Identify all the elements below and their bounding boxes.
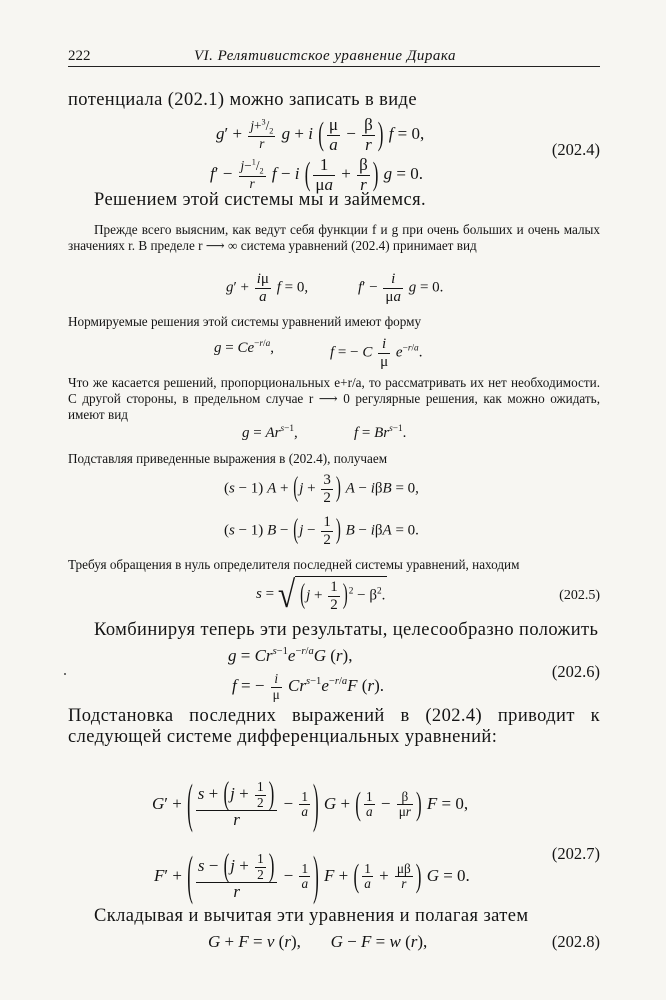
equation-normalizable-2: f = − C $\frac{i}{\mu}$ $e^{-r/a}$. [330, 336, 423, 370]
page-header [68, 44, 600, 67]
print-speck [64, 673, 66, 675]
paragraph-10: Складывая и вычитая эти уравнения и полагая затем [94, 906, 529, 926]
equation-202-7-line1: G′ + ( s + (j + $\frac{1}{2}$ ) r − $\frac{1}{a}$ ) G + ( $\frac{1}{a}$ − $\frac{\beta}{\mu r}$ ) F = 0, [152, 772, 469, 834]
book-page [68, 44, 600, 951]
equation-regular-1: $g = Ar^{s-1}$, [242, 423, 298, 441]
paragraph-4: Нормируемые решения этой системы уравнений имеют форму [68, 314, 422, 329]
equation-202-8: G + F = v (r), G − F = w (r), [208, 932, 428, 951]
paragraph-3: Прежде всего выясним, как ведут себя функции f и g при очень больших и очень малых значениях r. В пределе r ⟶ ∞ система уравнений (202.4) принимает вид [68, 222, 600, 253]
paragraph-9: Подстановка последних выражений в (202.4) приводит к следующей системе дифференциальных уравнений: [68, 706, 600, 747]
equation-regular-2: $f = Br^{s-1}$. [354, 423, 407, 441]
equation-limit-2: f′ − $\frac{i}{\mu a}$ g = 0. [358, 271, 444, 305]
paragraph-2: Решением этой системы мы и займемся. [94, 190, 427, 210]
equation-tag-202-4: (202.4) [551, 140, 600, 159]
equation-tag-202-5: (202.5) [559, 588, 600, 603]
equation-202-6-line1: $g = Cr^{s-1}e^{-r/a}G$ (r), [228, 646, 353, 665]
paragraph-5: Что же касается решений, пропорциональных e+r/a, то рассматривать их нет необходимости. С другой стороны, в предельном случае r ⟶ 0 регулярные решения, как можно ожидать, имеют вид [68, 375, 600, 422]
equation-substituted-2: (s − 1) B − (j − $\frac{1}{2}$ ) B − iβA = 0. [224, 514, 419, 548]
equation-normalizable-1: $g = Ce^{-r/a}$, [214, 338, 275, 356]
equation-limit-1: g′ + $\frac{i\mu}{a}$ f = 0, [226, 271, 309, 305]
running-title: VI. Релятивистское уравнение Дирака [194, 48, 457, 64]
equation-202-5: s = √ (j + $\frac{1}{2}$ )$^2 - \beta^2$. [256, 572, 386, 615]
equation-202-6-line2: f = − $\frac{i}{\mu}$ $Cr^{s-1}e^{-r/a}F$ (r). [232, 671, 384, 702]
paragraph-1: потенциала (202.1) можно записать в виде [68, 90, 417, 110]
paragraph-7: Требуя обращения в нуль определителя последней системы уравнений, находим [68, 557, 520, 572]
equation-substituted-1: (s − 1) A + (j + $\frac{3}{2}$ ) A − iβB = 0, [224, 472, 419, 506]
page-number: 222 [68, 48, 91, 64]
paragraph-8: Комбинируя теперь эти результаты, целесообразно положить [94, 620, 599, 640]
equation-202-4-line2: f′ − $\frac{j-^1/_2}{r}$ f − i ( $\frac{1}{\mu a}$ + $\frac{\beta}{r}$ ) g = 0. [210, 155, 423, 194]
paragraph-6: Подставляя приведенные выражения в (202.4), получаем [68, 451, 388, 466]
equation-tag-202-6: (202.6) [551, 662, 600, 681]
equation-202-7-line2: F′ + ( s − (j + $\frac{1}{2}$ ) r − $\frac{1}{a}$ ) F + ( $\frac{1}{a}$ + $\frac{\mu\beta}{r}$ ) G = 0. [154, 844, 470, 906]
equation-tag-202-7: (202.7) [551, 844, 600, 863]
paragraph-9-line-1 [68, 706, 600, 748]
equation-tag-202-8: (202.8) [551, 932, 600, 951]
equation-202-4-line1: g′ + $\frac{j+^3/_2}{r}$ g + i ( $\frac{\mu}{a}$ − $\frac{\beta}{r}$ ) f = 0, [216, 115, 425, 154]
